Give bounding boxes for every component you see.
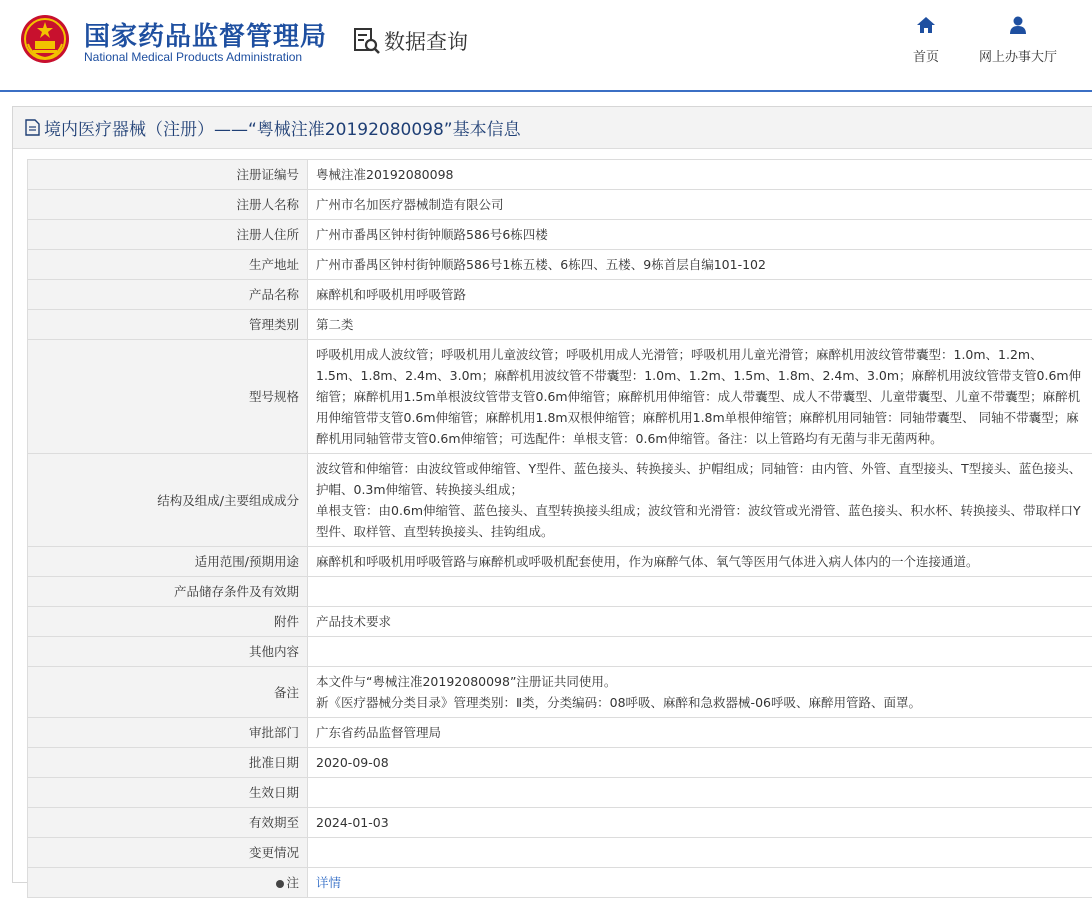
row-label: 管理类别 [28, 310, 308, 340]
row-value [308, 577, 1092, 607]
row-value: 广东省药品监督管理局 [308, 718, 1092, 748]
row-value: 呼吸机用成人波纹管；呼吸机用儿童波纹管；呼吸机用成人光滑管；呼吸机用儿童光滑管；麻醉机用波纹管带囊型：1.0m、1.2m、1.5m、1.8m、2.4m、3.0m；麻醉机用波纹管不带囊型：1.0m、1.2m、1.5m、1.8m、2.4m、3.0m；麻醉机用波纹管带支管0.6m伸缩管；麻醉机用1.5m单根波纹管带支管0.6m伸缩管；麻醉机用伸缩管：成人带囊型、成人不带囊型、儿童带囊型、儿童不带囊型；麻醉机用伸缩管带支管0.6m伸缩管；麻醉机用1.8m双根伸缩管；麻醉机用1.8m单根伸缩管；麻醉机用同轴管：同轴带囊型、 同轴不带囊型；麻醉机用同轴管带支管0.6m伸缩管；可选配件：单根支管：0.6m伸缩管。备注：以上管路均有无菌与非无菌两种。 [308, 340, 1092, 454]
row-label: 其他内容 [28, 637, 308, 667]
data-query-title [352, 26, 468, 56]
table-row [28, 748, 1092, 778]
nav-service-hall-label: 网上办事大厅 [979, 50, 1057, 65]
row-label: 结构及组成/主要组成成分 [28, 454, 308, 547]
table-row [28, 454, 1092, 547]
table-row [28, 547, 1092, 577]
data-query-label: 数据查询 [384, 26, 468, 56]
document-search-icon [352, 26, 382, 56]
table-row [28, 310, 1092, 340]
table-row [28, 667, 1092, 718]
table-row [28, 280, 1092, 310]
row-label: 产品名称 [28, 280, 308, 310]
table-row [28, 160, 1092, 190]
table-row [28, 607, 1092, 637]
row-label: 注册人住所 [28, 220, 308, 250]
row-label: 备注 [28, 667, 308, 718]
table-row [28, 778, 1092, 808]
table-row [28, 637, 1092, 667]
row-label: 注册人名称 [28, 190, 308, 220]
row-label: 生产地址 [28, 250, 308, 280]
table-row [28, 340, 1092, 454]
table-row [28, 808, 1092, 838]
row-value: 产品技术要求 [308, 607, 1092, 637]
row-value: 第二类 [308, 310, 1092, 340]
table-row [28, 868, 1092, 898]
row-label: 产品储存条件及有效期 [28, 577, 308, 607]
row-value: 麻醉机和呼吸机用呼吸管路 [308, 280, 1092, 310]
site-header [0, 0, 1092, 92]
nav-home-label: 首页 [913, 50, 939, 65]
national-emblem-icon [20, 14, 70, 64]
row-value: 2020-09-08 [308, 748, 1092, 778]
value-line: 本文件与“粤械注准20192080098”注册证共同使用。 [316, 671, 1084, 692]
row-label: 附件 [28, 607, 308, 637]
panel-title: 境内医疗器械（注册）——“粤械注准20192080098”基本信息 [44, 115, 521, 140]
panel-title-bar [13, 107, 1092, 149]
row-value [308, 838, 1092, 868]
nav-service-hall[interactable] [974, 16, 1062, 65]
row-value: 广州市名加医疗器械制造有限公司 [308, 190, 1092, 220]
row-value: 粤械注准20192080098 [308, 160, 1092, 190]
table-row [28, 190, 1092, 220]
row-value [308, 637, 1092, 667]
nav-home[interactable] [906, 16, 946, 65]
note-label: 注 [286, 875, 299, 890]
row-value [308, 667, 1092, 718]
table-row [28, 577, 1092, 607]
row-label: 适用范围/预期用途 [28, 547, 308, 577]
row-label: 审批部门 [28, 718, 308, 748]
row-label: 生效日期 [28, 778, 308, 808]
row-label [28, 868, 308, 898]
brand-name-en: National Medical Products Administration [84, 50, 302, 64]
row-value [308, 868, 1092, 898]
table-row [28, 220, 1092, 250]
row-label: 型号规格 [28, 340, 308, 454]
row-value: 麻醉机和呼吸机用呼吸管路与麻醉机或呼吸机配套使用，作为麻醉气体、氧气等医用气体进入病人体内的一个连接通道。 [308, 547, 1092, 577]
row-label: 变更情况 [28, 838, 308, 868]
row-value: 广州市番禺区钟村街钟顺路586号1栋五楼、6栋四、五楼、9栋首层自编101-102 [308, 250, 1092, 280]
row-value: 广州市番禺区钟村街钟顺路586号6栋四楼 [308, 220, 1092, 250]
table-row [28, 250, 1092, 280]
home-icon [916, 16, 936, 34]
row-label: 注册证编号 [28, 160, 308, 190]
value-line: 波纹管和伸缩管：由波纹管或伸缩管、Y型件、蓝色接头、转换接头、护帽组成；同轴管：由内管、外管、直型接头、T型接头、蓝色接头、护帽、0.3m伸缩管、转换接头组成； [316, 458, 1084, 500]
detail-panel [12, 106, 1092, 883]
details-link[interactable]: 详情 [316, 875, 341, 890]
user-icon [1008, 16, 1028, 34]
row-label: 批准日期 [28, 748, 308, 778]
value-line: 单根支管：由0.6m伸缩管、蓝色接头、直型转换接头组成；波纹管和光滑管：波纹管或光滑管、蓝色接头、积水杯、转换接头、带取样口Y型件、取样管、直型转换接头、挂钩组成。 [316, 500, 1084, 542]
table-row [28, 718, 1092, 748]
document-icon [25, 119, 40, 136]
value-line: 新《医疗器械分类目录》管理类别：Ⅱ类，分类编码：08呼吸、麻醉和急救器械-06呼吸、麻醉用管路、面罩。 [316, 692, 1084, 713]
row-value [308, 454, 1092, 547]
info-table [27, 159, 1092, 898]
brand-name-cn: 国家药品监督管理局 [84, 16, 327, 53]
row-value [308, 778, 1092, 808]
row-label: 有效期至 [28, 808, 308, 838]
table-row [28, 838, 1092, 868]
row-value: 2024-01-03 [308, 808, 1092, 838]
